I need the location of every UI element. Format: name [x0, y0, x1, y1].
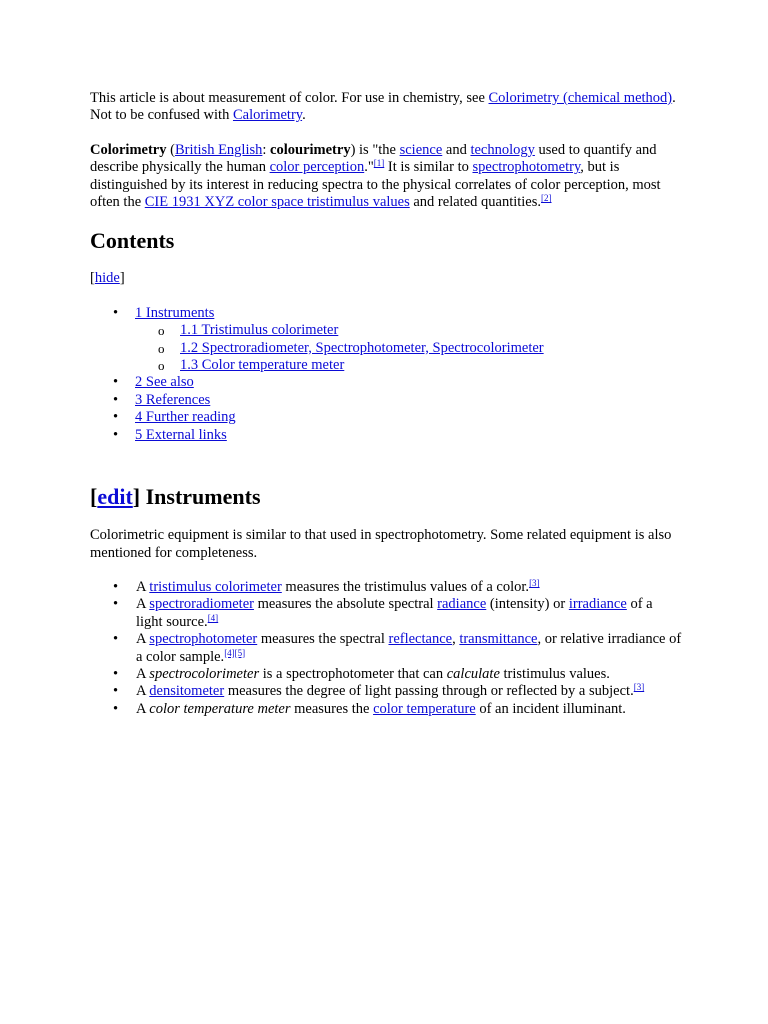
link-technology[interactable]: technology [470, 141, 535, 158]
toc-link-spectroradiometer[interactable]: 1.2 Spectroradiometer, Spectrophotometer, Spectrocolorimeter [180, 339, 544, 356]
ref-1[interactable]: [1] [373, 158, 385, 169]
toc-link-see-also[interactable]: 2 See also [135, 374, 194, 391]
toc-subitem [180, 357, 682, 374]
link-irradiance[interactable]: irradiance [568, 596, 627, 613]
ref-2[interactable]: [2] [541, 193, 552, 204]
toc-toggle: [hide] [90, 270, 125, 287]
toc-link-tristimulus-colorimeter[interactable]: 1.1 Tristimulus colorimeter [180, 322, 339, 339]
term-colourimetry: colourimetry [270, 141, 351, 158]
toc-subitem [180, 340, 682, 357]
toc-title: Contents [90, 228, 175, 254]
ref-3b[interactable]: [3] [633, 682, 645, 693]
ref-4-5[interactable]: [4][5] [224, 647, 246, 658]
link-science[interactable]: science [399, 141, 443, 158]
toc-link-further-reading[interactable]: 4 Further reading [135, 409, 236, 426]
section-heading-instruments: [edit] Instruments [90, 484, 261, 510]
toc-link-instruments[interactable]: 1 Instruments [135, 304, 215, 321]
list-item: • A tristimulus colorimeter measures the tristimulus values of a color.[3] [136, 579, 682, 596]
list-item: • A color temperature meter measures the color temperature of an incident illuminant. [136, 701, 682, 718]
toc-link-color-temperature-meter[interactable]: 1.3 Color temperature meter [180, 357, 345, 374]
toc-link-references[interactable]: 3 References [135, 391, 211, 408]
article-body [90, 90, 682, 718]
link-densitometer[interactable]: densitometer [149, 683, 225, 700]
toc-item [135, 374, 682, 391]
term-colorimetry: Colorimetry [90, 141, 167, 158]
list-item: • A spectroradiometer measures the absolute spectral radiance (intensity) or irradiance of a light source.[4] [136, 596, 682, 631]
link-spectrophotometer[interactable]: spectrophotometer [149, 631, 258, 648]
toc-list [90, 305, 682, 444]
intro-paragraph: Colorimetry (British English: colourimetry) is "the science and technology used to quantify and describe physically the human color perception."[1] It is similar to spectrophotometry, but is distinguished by its interest in reducing spectra to the physical correlates of color perception, most often the CIE 1931 XYZ color space tristimulus values and related quantities.[2] [90, 141, 661, 211]
link-spectrophotometry[interactable]: spectrophotometry [472, 159, 581, 176]
edit-link[interactable]: edit [97, 484, 133, 510]
toc-item [135, 392, 682, 409]
link-cie-1931[interactable]: CIE 1931 XYZ color space tristimulus values [144, 194, 410, 211]
link-reflectance[interactable]: reflectance [388, 631, 453, 648]
link-calorimetry[interactable]: Calorimetry [232, 107, 303, 124]
toc-item [135, 409, 682, 426]
link-radiance[interactable]: radiance [437, 596, 487, 613]
instruments-list [90, 579, 682, 718]
link-colorimetry-chemical-method[interactable]: Colorimetry (chemical method) [488, 90, 673, 106]
link-tristimulus-colorimeter[interactable]: tristimulus colorimeter [149, 578, 282, 595]
link-color-perception[interactable]: color perception [269, 159, 365, 176]
instruments-intro: Colorimetric equipment is similar to that used in spectrophotometry. Some related equipment is also mentioned for completeness. [90, 527, 672, 561]
spacer [90, 125, 682, 142]
link-color-temperature[interactable]: color temperature [373, 700, 476, 717]
list-item: • A spectrophotometer measures the spectral reflectance, transmittance, or relative irradiance of a color sample.[4][5] [136, 631, 682, 666]
link-spectroradiometer[interactable]: spectroradiometer [149, 596, 254, 613]
toc-hide-link[interactable]: hide [94, 270, 120, 287]
toc-link-external-links[interactable]: 5 External links [135, 426, 227, 443]
term-color-temperature-meter: color temperature meter [149, 700, 291, 717]
term-calculate: calculate [446, 665, 500, 682]
toc-subitem [180, 322, 682, 339]
toc-sublist [135, 322, 682, 374]
toc-item [135, 305, 682, 375]
list-item: • A densitometer measures the degree of light passing through or reflected by a subject.[3] [136, 683, 682, 700]
toc-item [135, 427, 682, 444]
list-item: • A spectrocolorimeter is a spectrophotometer that can calculate tristimulus values. [136, 666, 682, 683]
hatnote-chemistry: This article is about measurement of color. For use in chemistry, see Colorimetry (chemical method). [90, 90, 676, 106]
hatnote-calorimetry: Not to be confused with Calorimetry. [90, 107, 306, 124]
ref-3[interactable]: [3] [529, 577, 540, 588]
ref-4[interactable]: [4] [207, 612, 219, 623]
link-transmittance[interactable]: transmittance [459, 631, 538, 648]
link-british-english[interactable]: British English [174, 141, 263, 158]
term-spectrocolorimeter: spectrocolorimeter [149, 665, 260, 682]
